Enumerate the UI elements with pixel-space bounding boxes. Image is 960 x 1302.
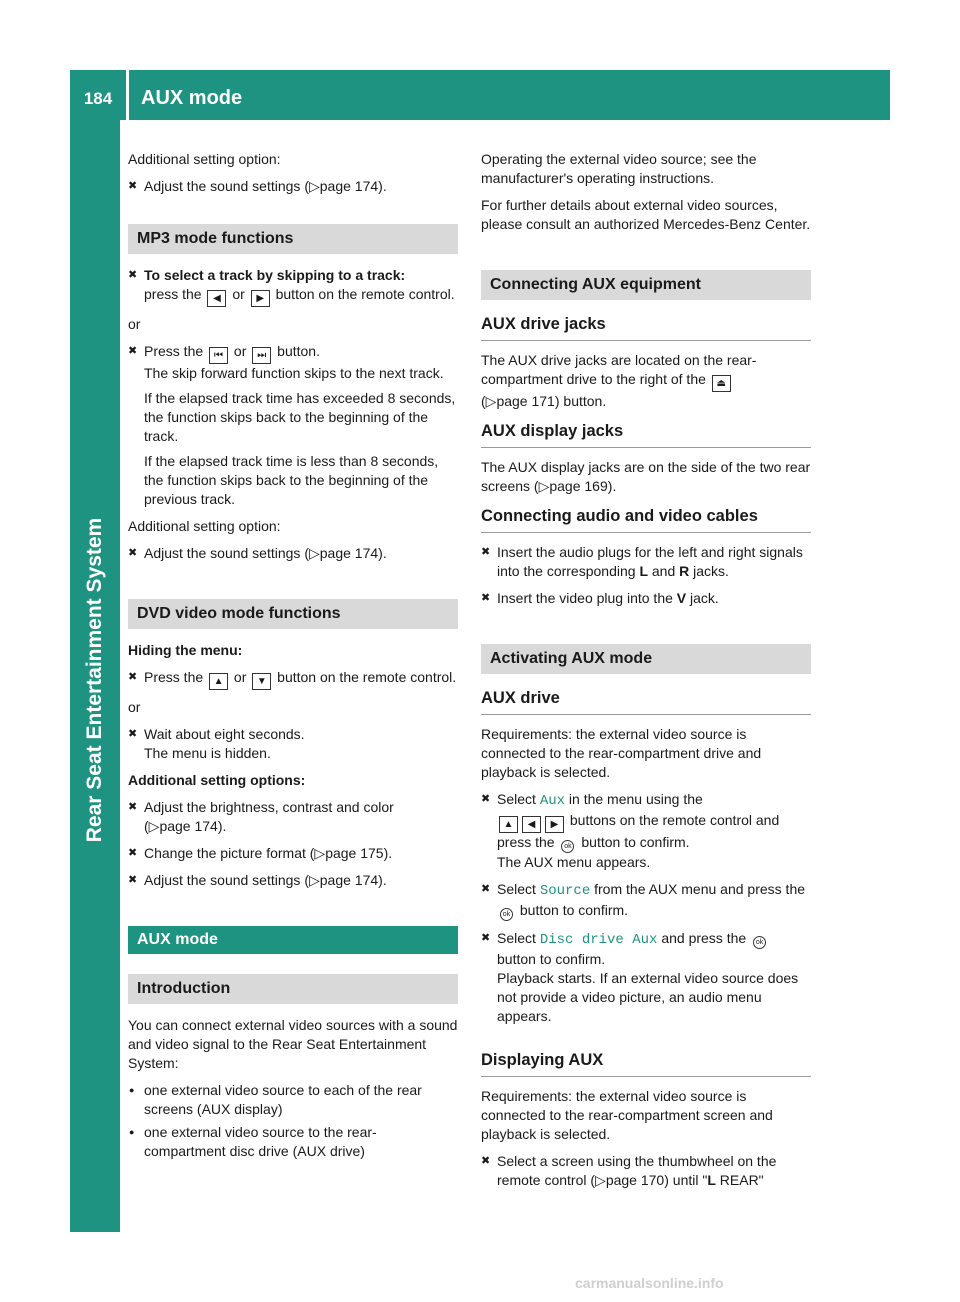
activate-step-select-source: ✖ Select Source from the AUX menu and press the ok button to confirm.	[481, 880, 811, 921]
side-chapter-label: Rear Seat Entertainment System	[83, 517, 106, 843]
dvd-step-wait: ✖ Wait about eight seconds. The menu is hidden.	[128, 725, 458, 763]
drive-jacks-paragraph: The AUX drive jacks are located on the rear-compartment drive to the right of the ⏏ (▷ page 171 ) button.	[481, 351, 811, 411]
left-column	[128, 150, 458, 1165]
subheading-aux-drive-jacks: AUX drive jacks	[481, 312, 811, 341]
right-column	[481, 150, 811, 1198]
left-arrow-key-icon: ◀	[522, 816, 541, 833]
page-title: AUX mode	[141, 87, 243, 109]
page-number: 184	[83, 88, 113, 108]
additional-options-heading: Additional setting options:	[128, 772, 306, 788]
or-text: or	[128, 316, 141, 332]
operating-paragraph: Operating the external video source; see the manufacturer's operating instructions.	[481, 151, 757, 186]
right-arrow-key-icon: ▶	[251, 290, 270, 307]
requirements-display: Requirements: the external video source is connected to the rear-compartment screen and playback is selected.	[481, 1088, 773, 1142]
ok-button-icon: ok	[500, 908, 513, 921]
section-heading-aux: AUX mode	[128, 926, 458, 954]
subheading-cables: Connecting audio and video cables	[481, 504, 811, 533]
skip-back-icon: ⏮	[209, 347, 228, 364]
additional-option: Additional setting option:	[128, 518, 281, 534]
menu-item-aux[interactable]: Aux	[539, 793, 566, 809]
dvd-step-press: ✖ Press the ▲ or ▼ button on the remote control.	[128, 668, 458, 690]
dvd-step-brightness: ✖ Adjust the brightness, contrast and color (▷ page 174 ) .	[128, 798, 458, 836]
step-title: ✖ To select a track by skipping to a track:	[144, 267, 406, 283]
section-heading-mp3: MP3 mode functions	[128, 224, 458, 254]
subheading-displaying-aux: Displaying AUX	[481, 1048, 811, 1077]
page-reference[interactable]: (▷ page 170 )	[590, 1172, 669, 1188]
section-heading-activating: Activating AUX mode	[481, 644, 811, 674]
menu-item-disc-drive-aux[interactable]: Disc drive Aux	[539, 932, 658, 948]
dvd-step-picture: ✖ Change the picture format (▷ page 175 ) .	[128, 844, 458, 863]
requirements-drive: Requirements: the external video source is connected to the rear-compartment drive and playback is selected.	[481, 726, 762, 780]
down-arrow-key-icon: ▼	[252, 673, 271, 690]
page-reference[interactable]: (▷ page 174 )	[304, 545, 383, 561]
activate-step-select-disc: ✖ Select Disc drive Aux and press the ok button to confirm. Playback starts. If an external video source does not provide a video picture, an audio menu appears.	[481, 929, 811, 1026]
intro-paragraph: You can connect external video sources with a sound and video signal to the Rear Seat Entertainment System:	[128, 1017, 458, 1071]
intro-step: ✖ Adjust the sound settings (▷ page 174 ) .	[128, 177, 458, 196]
watermark: carmanualsonline.info	[575, 1275, 724, 1291]
mp3-step-skip: ✖ To select a track by skipping to a track: press the ◀ or ▶ button on the remote control.	[128, 266, 458, 307]
ok-button-icon: ok	[753, 936, 766, 949]
section-heading-introduction: Introduction	[128, 974, 458, 1004]
list-item: ● one external video source to the rear-compartment disc drive (AUX drive)	[128, 1123, 458, 1161]
hiding-menu-heading: Hiding the menu:	[128, 642, 243, 658]
page-reference[interactable]: (▷ page 169 )	[534, 478, 613, 494]
mp3-step-press: ✖ Press the ⏮ or ⏭ button. The skip forward function skips to the next track. If the elapsed track time has exceeded 8 seconds, the function skips back to the beginning of the track. If the elapsed track time is less than 8 seconds, the function skips back to the beginning of the previous track.	[128, 342, 458, 509]
step-text: Adjust the sound settings	[144, 178, 301, 194]
header-divider	[126, 70, 129, 120]
details-paragraph: For further details about external video sources, please consult an authorized Mercedes-Benz Center.	[481, 197, 811, 232]
right-arrow-key-icon: ▶	[545, 816, 564, 833]
page-reference[interactable]: (▷ page 174 )	[304, 178, 383, 194]
subheading-aux-display-jacks: AUX display jacks	[481, 419, 811, 448]
eject-icon: ⏏	[712, 375, 731, 392]
section-heading-connecting: Connecting AUX equipment	[481, 270, 811, 300]
intro-text: Additional setting option:	[128, 151, 281, 167]
skip-forward-icon: ⏭	[252, 347, 271, 364]
up-arrow-key-icon: ▲	[499, 816, 518, 833]
ok-button-icon: ok	[561, 840, 574, 853]
subheading-aux-drive: AUX drive	[481, 686, 811, 715]
cables-step-video: ✖ Insert the video plug into the V jack.	[481, 589, 811, 608]
up-arrow-key-icon: ▲	[209, 673, 228, 690]
dvd-step-sound: ✖ Adjust the sound settings (▷ page 174 ) .	[128, 871, 458, 890]
activate-step-select-aux: ✖ Select Aux in the menu using the ▲ ◀ ▶ buttons on the remote control and press the ok button to confirm. The AUX menu appears.	[481, 790, 811, 872]
section-heading-dvd: DVD video mode functions	[128, 599, 458, 629]
display-step-select-screen: ✖ Select a screen using the thumbwheel on the remote control (▷ page 170 ) until "L REAR"	[481, 1152, 811, 1190]
page-reference[interactable]: (▷ page 174 )	[304, 872, 383, 888]
list-item: ● one external video source to each of the rear screens (AUX display)	[128, 1081, 458, 1119]
cables-step-audio: ✖ Insert the audio plugs for the left and right signals into the corresponding L and R jacks.	[481, 543, 811, 581]
or-text: or	[128, 699, 141, 715]
display-jacks-paragraph: The AUX display jacks are on the side of the two rear screens (▷ page 169 ) .	[481, 458, 811, 496]
page-reference[interactable]: (▷ page 175 )	[310, 845, 389, 861]
mp3-step-sound: ✖ Adjust the sound settings (▷ page 174 ) .	[128, 544, 458, 563]
menu-item-source[interactable]: Source	[539, 883, 591, 899]
left-arrow-key-icon: ◀	[207, 290, 226, 307]
page-reference[interactable]: (▷ page 171 )	[481, 393, 560, 409]
page-reference[interactable]: (▷ page 174 )	[144, 818, 223, 834]
